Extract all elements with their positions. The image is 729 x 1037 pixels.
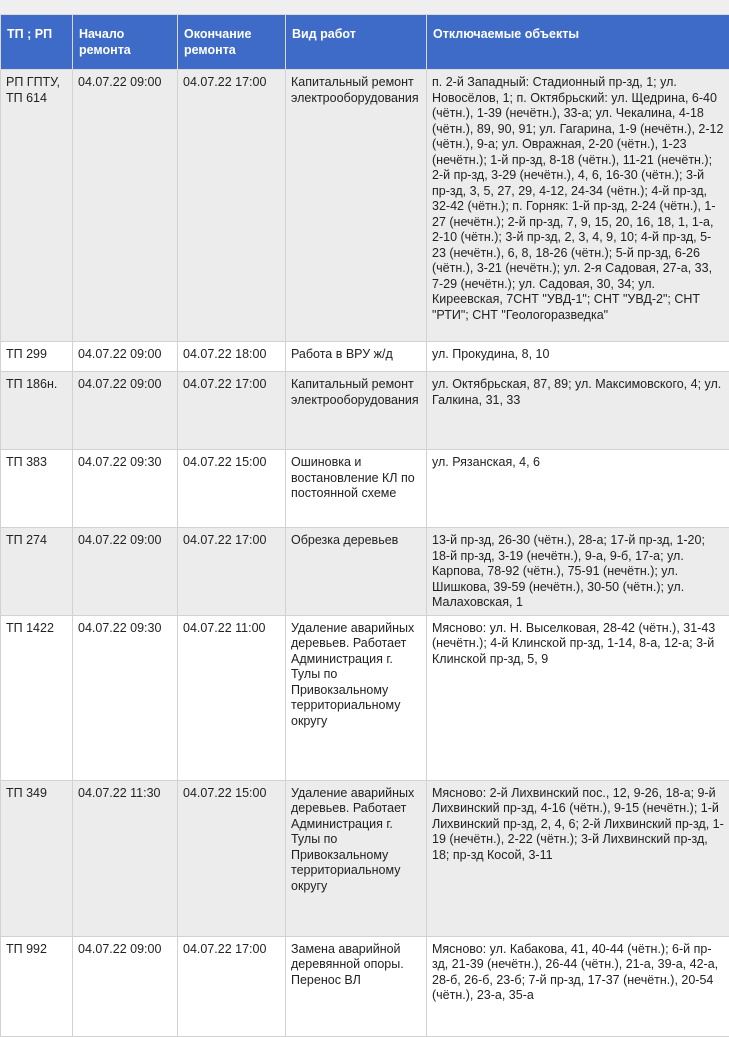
cell-end: 04.07.22 11:00	[178, 615, 286, 780]
cell-end: 04.07.22 15:00	[178, 450, 286, 528]
cell-objects: ул. Октябрьская, 87, 89; ул. Максимовского, 4; ул. Галкина, 31, 33	[427, 372, 729, 450]
cell-start: 04.07.22 09:00	[73, 342, 178, 372]
header-start: Начало ремонта	[73, 15, 178, 70]
table-row	[1, 372, 729, 450]
cell-work: Работа в ВРУ ж/д	[286, 342, 427, 372]
outage-schedule-table	[0, 14, 729, 1037]
cell-objects: Мясново: ул. Кабакова, 41, 40-44 (чётн.); 6-й пр-зд, 21-39 (нечётн.), 26-44 (чётн.), 21-а, 39-а, 42-а, 28-б, 26-б, 23-б; 7-й пр-зд, 17-37 (нечётн.), 20-54 (чётн.), 23-а, 35-а	[427, 936, 729, 1036]
table-row	[1, 936, 729, 1036]
header-tp: ТП ; РП	[1, 15, 73, 70]
cell-start: 04.07.22 09:30	[73, 615, 178, 780]
cell-work: Удаление аварийных деревьев. Работает Администрация г. Тулы по Привокзальному территориальному округу	[286, 780, 427, 936]
outage-table-container	[0, 14, 729, 1037]
cell-objects: Мясново: 2-й Лихвинский пос., 12, 9-26, 18-а; 9-й Лихвинский пр-зд, 4-16 (чётн.), 9-15 (нечётн.); 1-й Лихвинский пр-зд, 2, 4, 6; 2-й Лихвинский пр-зд, 1-19 (нечётн.), 2-22 (чётн.); 3-й Лихвинский пр-зд, 18; пр-зд Косой, 3-11	[427, 780, 729, 936]
cell-end: 04.07.22 17:00	[178, 528, 286, 616]
table-row	[1, 615, 729, 780]
cell-start: 04.07.22 09:00	[73, 372, 178, 450]
cell-start: 04.07.22 09:00	[73, 936, 178, 1036]
cell-end: 04.07.22 17:00	[178, 372, 286, 450]
cell-tp: ТП 186н.	[1, 372, 73, 450]
table-body	[1, 70, 729, 1037]
cell-end: 04.07.22 17:00	[178, 70, 286, 342]
cell-tp: ТП 274	[1, 528, 73, 616]
cell-start: 04.07.22 11:30	[73, 780, 178, 936]
cell-tp: ТП 383	[1, 450, 73, 528]
cell-work: Обрезка деревьев	[286, 528, 427, 616]
table-header	[1, 15, 729, 70]
header-end: Окончание ремонта	[178, 15, 286, 70]
cell-start: 04.07.22 09:00	[73, 70, 178, 342]
header-objects: Отключаемые объекты	[427, 15, 729, 70]
cell-objects: ул. Рязанская, 4, 6	[427, 450, 729, 528]
header-work: Вид работ	[286, 15, 427, 70]
cell-tp: ТП 349	[1, 780, 73, 936]
cell-end: 04.07.22 18:00	[178, 342, 286, 372]
cell-tp: ТП 1422	[1, 615, 73, 780]
table-row	[1, 70, 729, 342]
table-row	[1, 780, 729, 936]
cell-start: 04.07.22 09:30	[73, 450, 178, 528]
cell-objects: ул. Прокудина, 8, 10	[427, 342, 729, 372]
cell-objects: 13-й пр-зд, 26-30 (чётн.), 28-а; 17-й пр-зд, 1-20; 18-й пр-зд, 3-19 (нечётн.), 9-а, 9-б, 17-а; ул. Карпова, 78-92 (чётн.), 75-91 (нечётн.); ул. Шишкова, 39-59 (нечётн.), 30-50 (чётн.); ул. Малаховская, 1	[427, 528, 729, 616]
cell-start: 04.07.22 09:00	[73, 528, 178, 616]
cell-work: Капитальный ремонт электрооборудования	[286, 372, 427, 450]
cell-tp: ТП 992	[1, 936, 73, 1036]
table-row	[1, 528, 729, 616]
header-row	[1, 15, 729, 70]
cell-objects: п. 2-й Западный: Стадионный пр-зд, 1; ул. Новосёлов, 1; п. Октябрьский: ул. Щедрина, 6-40 (чётн.), 1-39 (нечётн.), 33-а; ул. Чекалина, 4-18 (чётн.), 89, 90, 91; ул. Гагарина, 1-9 (нечётн.), 2-12 (чётн.), 9-а; ул. Овражная, 2-20 (чётн.), 1-23 (нечётн.); 1-й пр-зд, 8-18 (чётн.), 11-21 (нечётн.); 2-й пр-зд, 3-29 (нечётн.), 4, 6, 16-30 (чётн.); 3-й пр-зд, 3, 5, 27, 29, 4-12, 24-34 (чётн.); 4-й пр-зд, 32-42 (чётн.); п. Горняк: 1-й пр-зд, 2-24 (чётн.), 1-27 (нечётн.); 2-й пр-зд, 7, 9, 15, 20, 16, 18, 1, 1-а, 2-10 (чётн.); 3-й пр-зд, 2, 3, 4, 9, 10; 4-й пр-зд, 5-23 (нечётн.), 6, 8, 18-26 (чётн.); 5-й пр-зд, 6-26 (чётн.), 3-21 (нечётн.); ул. 2-я Садовая, 27-а, 33, 7-29 (нечётн.); ул. Садовая, 30, 34; ул. Киреевская, 7СНТ "УВД-1"; СНТ "УВД-2"; СНТ "РТИ"; СНТ "Геологоразведка"	[427, 70, 729, 342]
cell-objects: Мясново: ул. Н. Выселковая, 28-42 (чётн.), 31-43 (нечётн.); 4-й Клинской пр-зд, 1-14, 8-а, 12-а; 3-й Клинской пр-зд, 5, 9	[427, 615, 729, 780]
cell-work: Капитальный ремонт электрооборудования	[286, 70, 427, 342]
cell-work: Замена аварийной деревянной опоры. Перенос ВЛ	[286, 936, 427, 1036]
table-row	[1, 450, 729, 528]
cell-work: Удаление аварийных деревьев. Работает Администрация г. Тулы по Привокзальному территориальному округу	[286, 615, 427, 780]
cell-tp: РП ГПТУ, ТП 614	[1, 70, 73, 342]
cell-end: 04.07.22 17:00	[178, 936, 286, 1036]
cell-end: 04.07.22 15:00	[178, 780, 286, 936]
cell-tp: ТП 299	[1, 342, 73, 372]
table-row	[1, 342, 729, 372]
cell-work: Ошиновка и востановление КЛ по постоянной схеме	[286, 450, 427, 528]
